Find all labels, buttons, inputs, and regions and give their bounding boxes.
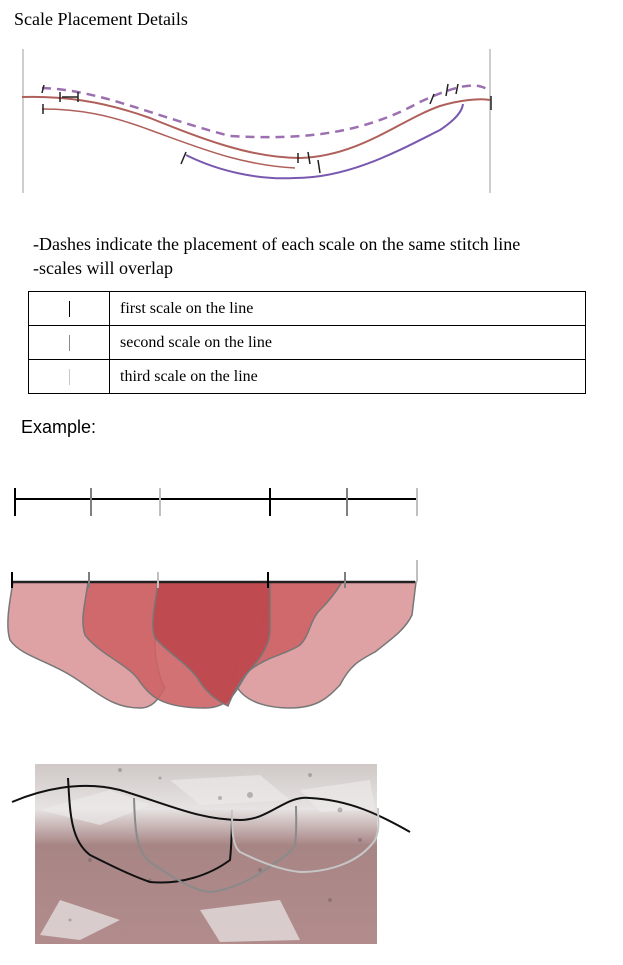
stitch-line — [22, 97, 490, 158]
legend-label-third: third scale on the line — [110, 360, 586, 394]
note-overlap: -scales will overlap — [33, 258, 173, 278]
example-scales — [8, 582, 416, 708]
scale-tick-marks — [42, 84, 491, 173]
example-ruler — [15, 488, 417, 516]
note-dashes: -Dashes indicate the placement of each scale on the same stitch line — [33, 234, 521, 254]
example-diagram — [0, 470, 623, 720]
legend-label-first: first scale on the line — [110, 292, 586, 326]
example-label: Example: — [21, 417, 97, 437]
second-scale-mark — [69, 335, 70, 351]
scale-placement-diagram — [0, 40, 623, 200]
photo-example — [0, 750, 623, 950]
stitch-line-lower — [42, 109, 295, 168]
legend-label-second: second scale on the line — [110, 326, 586, 360]
purple-stitch-line — [186, 104, 463, 178]
legend-row-third — [29, 360, 586, 394]
placement-notes — [33, 232, 520, 280]
third-scale-mark — [69, 369, 70, 385]
legend-table — [28, 291, 586, 394]
legend-row-first — [29, 292, 586, 326]
first-scale-mark — [69, 301, 70, 317]
dashed-stitch-line — [42, 86, 488, 138]
page-title: Scale Placement Details — [14, 9, 188, 29]
legend-row-second — [29, 326, 586, 360]
